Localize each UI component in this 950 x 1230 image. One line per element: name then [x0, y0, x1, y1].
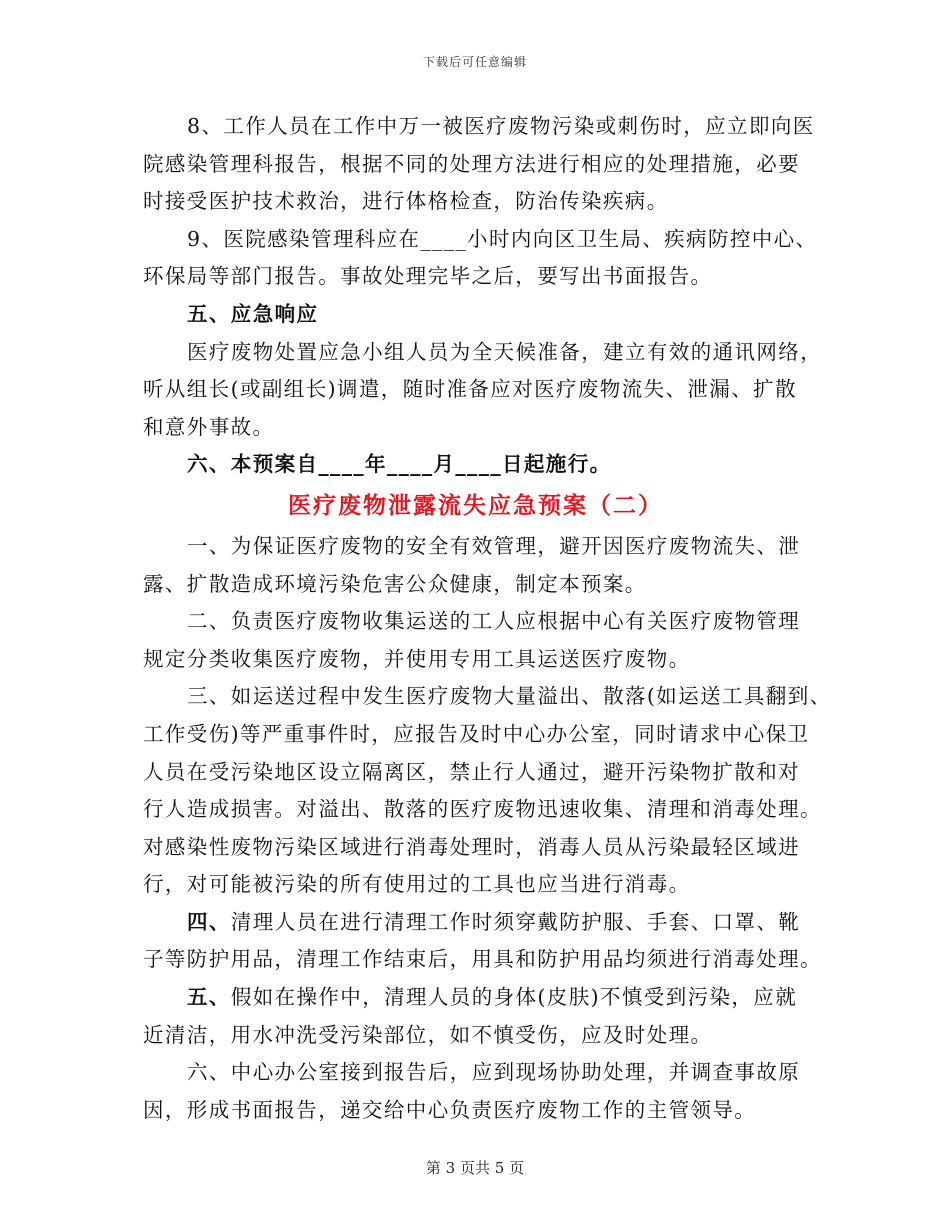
paragraph-line: 六、中心办公室接到报告后，应到现场协助处理，并调查事故原: [187, 1060, 801, 1085]
paragraph-line: 8、工作人员在工作中万一被医疗废物污染或刺伤时，应立即向医: [187, 114, 815, 138]
paragraph-line: 医疗废物处置应急小组人员为全天候准备，建立有效的通讯网络，: [187, 339, 823, 364]
paragraph-line: 子等防护用品，清理工作结束后，用具和防护用品均须进行消毒处理。: [143, 947, 822, 972]
page-header: 下载后可任意编辑: [422, 55, 527, 69]
paragraph-text: 清理人员在进行清理工作时须穿戴防护服、手套、口罩、靴: [230, 909, 801, 934]
paragraph-line: 因，形成书面报告，递交给中心负责医疗废物工作的主管领导。: [143, 1097, 757, 1122]
paragraph-line: 和意外事故。: [143, 414, 275, 439]
paragraph-line: 露、扩散造成环境污染危害公众健康，制定本预案。: [143, 571, 647, 596]
section-heading: 五、应急响应: [187, 301, 319, 326]
paragraph-line: 工作受伤)等严重事件时，应报告及时中心办公室，同时请求中心保卫: [143, 721, 810, 746]
paragraph-line: 环保局等部门报告。事故处理完毕之后，要写出书面报告。: [143, 264, 713, 289]
item-number-label: 五、: [187, 985, 231, 1010]
paragraph-line: 近清洁，用水冲洗受污染部位，如不慎受伤，应及时处理。: [143, 1022, 713, 1047]
paragraph-line: [143, 979, 808, 1017]
document-title: 医疗废物泄露流失应急预案（二）: [288, 491, 663, 519]
paragraph-line: 三、如运送过程中发生医疗废物大量溢出、散落(如运送工具翻到、: [187, 684, 832, 709]
paragraph-line: 规定分类收集医疗废物，并使用专用工具运送医疗废物。: [143, 646, 691, 671]
paragraph-text: 假如在操作中，清理人员的身体(皮肤)不慎受到污染，应就: [230, 985, 798, 1010]
paragraph-line: 9、医院感染管理科应在____小时内向区卫生局、疾病防控中心、: [187, 226, 818, 251]
paragraph-line: 对感染性废物污染区域进行消毒处理时，消毒人员从污染最轻区域进: [143, 834, 800, 859]
paragraph-line: [143, 904, 808, 942]
paragraph-line: 行，对可能被污染的所有使用过的工具也应当进行消毒。: [143, 872, 691, 897]
paragraph-line: 听从组长(或副组长)调遣，随时准备应对医疗废物流失、泄漏、扩散: [143, 377, 797, 402]
paragraph-line: 二、负责医疗废物收集运送的工人应根据中心有关医疗废物管理: [187, 609, 801, 634]
paragraph-line: 行人造成损害。对溢出、散落的医疗废物迅速收集、清理和消毒处理。: [143, 797, 822, 822]
paragraph-line: 院感染管理科报告，根据不同的处理方法进行相应的处理措施，必要: [143, 151, 800, 176]
section-heading: 六、本预案自____年____月____日起施行。: [187, 452, 612, 477]
document-body: [143, 108, 832, 1129]
page-footer: 第 3 页共 5 页: [425, 1159, 525, 1177]
paragraph-line: 一、为保证医疗废物的安全有效管理，避开因医疗废物流失、泄: [187, 533, 801, 558]
item-number-label: 四、: [187, 909, 231, 934]
paragraph-line: 时接受医护技术救治，进行体格检查，防治传染疾病。: [143, 189, 669, 214]
paragraph-line: 人员在受污染地区设立隔离区，禁止行人通过，避开污染物扩散和对: [143, 759, 800, 784]
